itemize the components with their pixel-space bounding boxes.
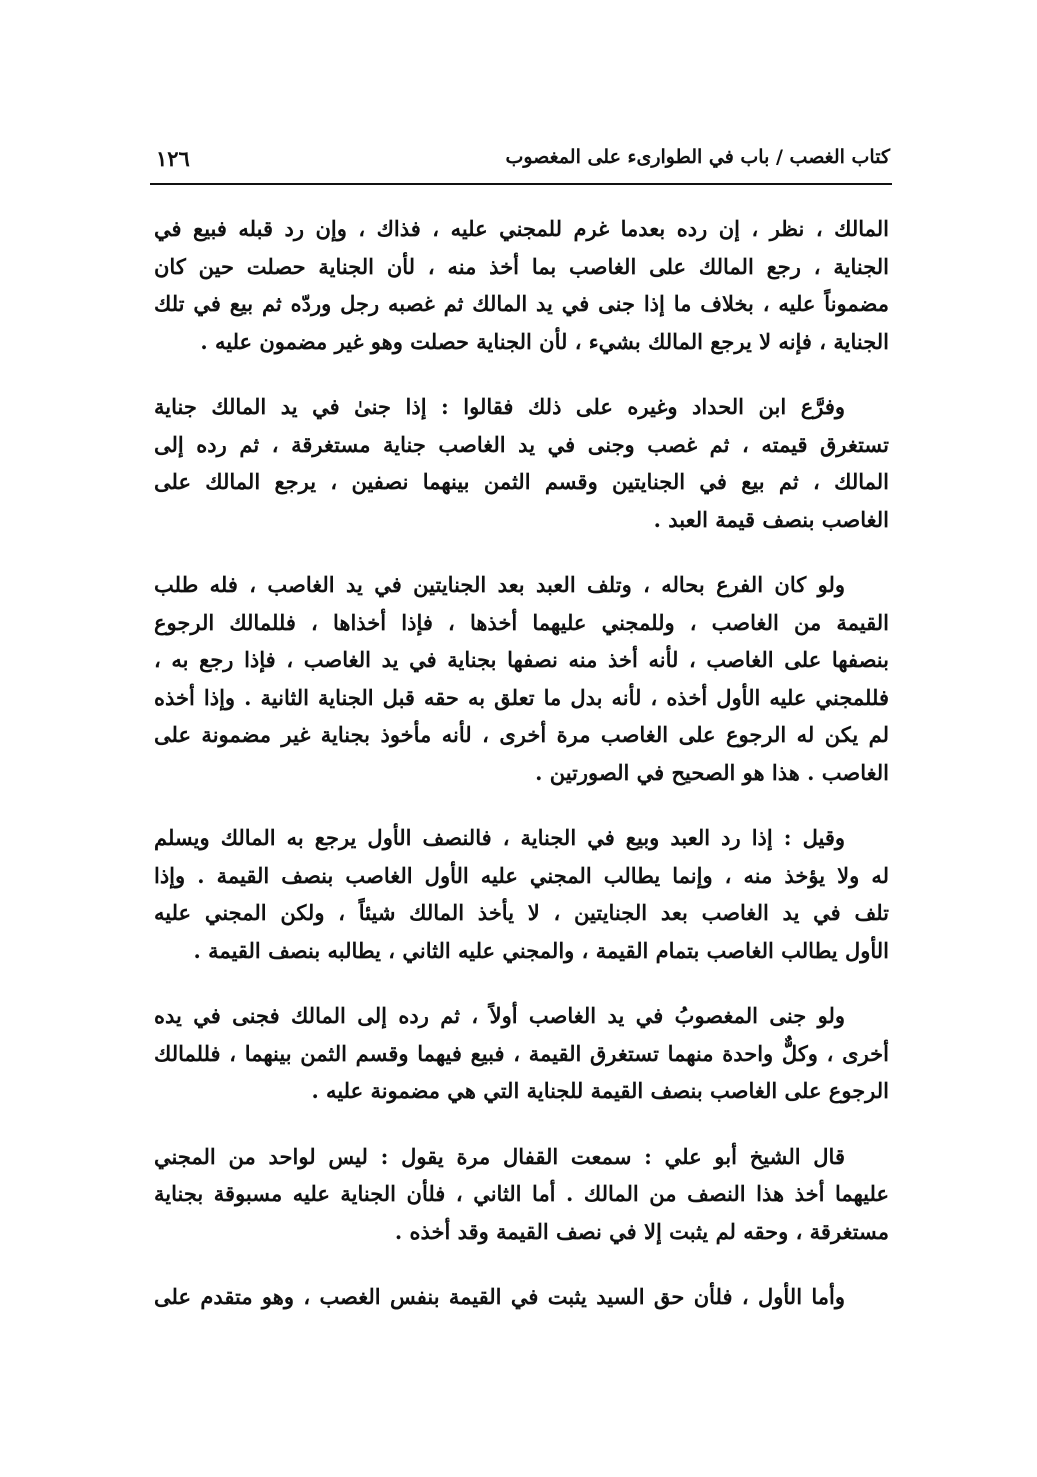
text-line: مستغرقة ، وحقه لم يثبت إلا في نصف القيمة وقد أخذه . [394, 1218, 889, 1244]
text-line: تلف في يد الغاصب بعد الجنايتين ، لا يأخذ المالك شيئاً ، ولكن المجني عليه [154, 900, 889, 925]
paragraph [154, 566, 889, 791]
paragraph [154, 997, 889, 1110]
text-line: القيمة من الغاصب ، وللمجني عليهما أخذها ، فإذا أخذاها ، فللمالك الرجوع [154, 609, 889, 635]
paragraph [154, 819, 889, 969]
text-line: الغاصب بنصف قيمة العبد . [653, 506, 889, 532]
paragraph [154, 210, 889, 360]
page-number: ١٢٦ [156, 146, 190, 171]
text-line: عليهما أخذ هذا النصف من المالك . أما الثاني ، فلأن الجناية عليه مسبوقة بجناية [154, 1181, 889, 1206]
running-title: كتاب الغصب / باب في الطوارىء على المغصوب [505, 146, 890, 168]
paragraph [154, 1138, 889, 1251]
text-line: تستغرق قيمته ، ثم غصب وجنى في يد الغاصب جناية مستغرقة ، ثم رده إلى [154, 431, 889, 457]
page-body [154, 210, 889, 1344]
text-line: المالك ، نظر ، إن رده بعدما غرم للمجني عليه ، فذاك ، وإن رد قبله فبيع في [154, 216, 889, 241]
text-line: الجناية ، فإنه لا يرجع المالك بشيء ، لأن الجناية حصلت وهو غير مضمون عليه . [200, 328, 889, 354]
text-line: الرجوع على الغاصب بنصف القيمة للجناية التي هي مضمونة عليه . [311, 1078, 889, 1103]
text-line: ولو جنى المغصوبُ في يد الغاصب أولاً ، ثم رده إلى المالك فجنى في يده [154, 1003, 845, 1028]
text-line: ولو كان الفرع بحاله ، وتلف العبد بعد الجنايتين في يد الغاصب ، فله طلب [154, 572, 845, 597]
text-line: بنصفها على الغاصب ، لأنه أخذ منه نصفها بجناية في يد الغاصب ، فإذا رجع به ، [154, 647, 889, 672]
text-line: وفرَّع ابن الحداد وغيره على ذلك فقالوا : إذا جنىٰ في يد المالك جناية [154, 394, 845, 419]
text-line: مضموناً عليه ، بخلاف ما إذا جنى في يد المالك ثم غصبه رجل وردّه ثم بيع في تلك [154, 291, 889, 316]
text-line: المالك ، ثم بيع في الجنايتين وقسم الثمن بينهما نصفين ، يرجع المالك على [154, 469, 889, 494]
text-line: الأول يطالب الغاصب بتمام القيمة ، والمجني عليه الثاني ، يطالبه بنصف القيمة . [193, 937, 889, 963]
text-line: فللمجني عليه الأول أخذه ، لأنه بدل ما تعلق به حقه قبل الجناية الثانية . وإذا أخذه [154, 684, 889, 710]
paragraph [154, 1278, 889, 1316]
running-header [152, 142, 890, 176]
text-line: أخرى ، وكلٌّ واحدة منهما تستغرق القيمة ، فبيع فيهما وقسم الثمن بينهما ، فللمالك [154, 1040, 889, 1066]
text-line: وقيل : إذا رد العبد وبيع في الجناية ، فالنصف الأول يرجع به المالك ويسلم [154, 825, 845, 850]
text-line: قال الشيخ أبو علي : سمعت القفال مرة يقول : ليس لواحد من المجني [154, 1143, 845, 1169]
paragraph [154, 388, 889, 538]
text-line: الجناية ، رجع المالك على الغاصب بما أخذ منه ، لأن الجناية حصلت حين كان [154, 253, 889, 279]
header-rule [150, 183, 892, 185]
text-line: وأما الأول ، فلأن حق السيد يثبت في القيمة بنفس الغصب ، وهو متقدم على [154, 1284, 845, 1309]
text-line: له ولا يؤخذ منه ، وإنما يطالب المجني عليه الأول الغاصب بنصف القيمة . وإذا [154, 862, 889, 888]
text-line: لم يكن له الرجوع على الغاصب مرة أخرى ، لأنه مأخوذ بجناية غير مضمونة على [154, 722, 889, 747]
text-line: الغاصب . هذا هو الصحيح في الصورتين . [535, 759, 889, 785]
